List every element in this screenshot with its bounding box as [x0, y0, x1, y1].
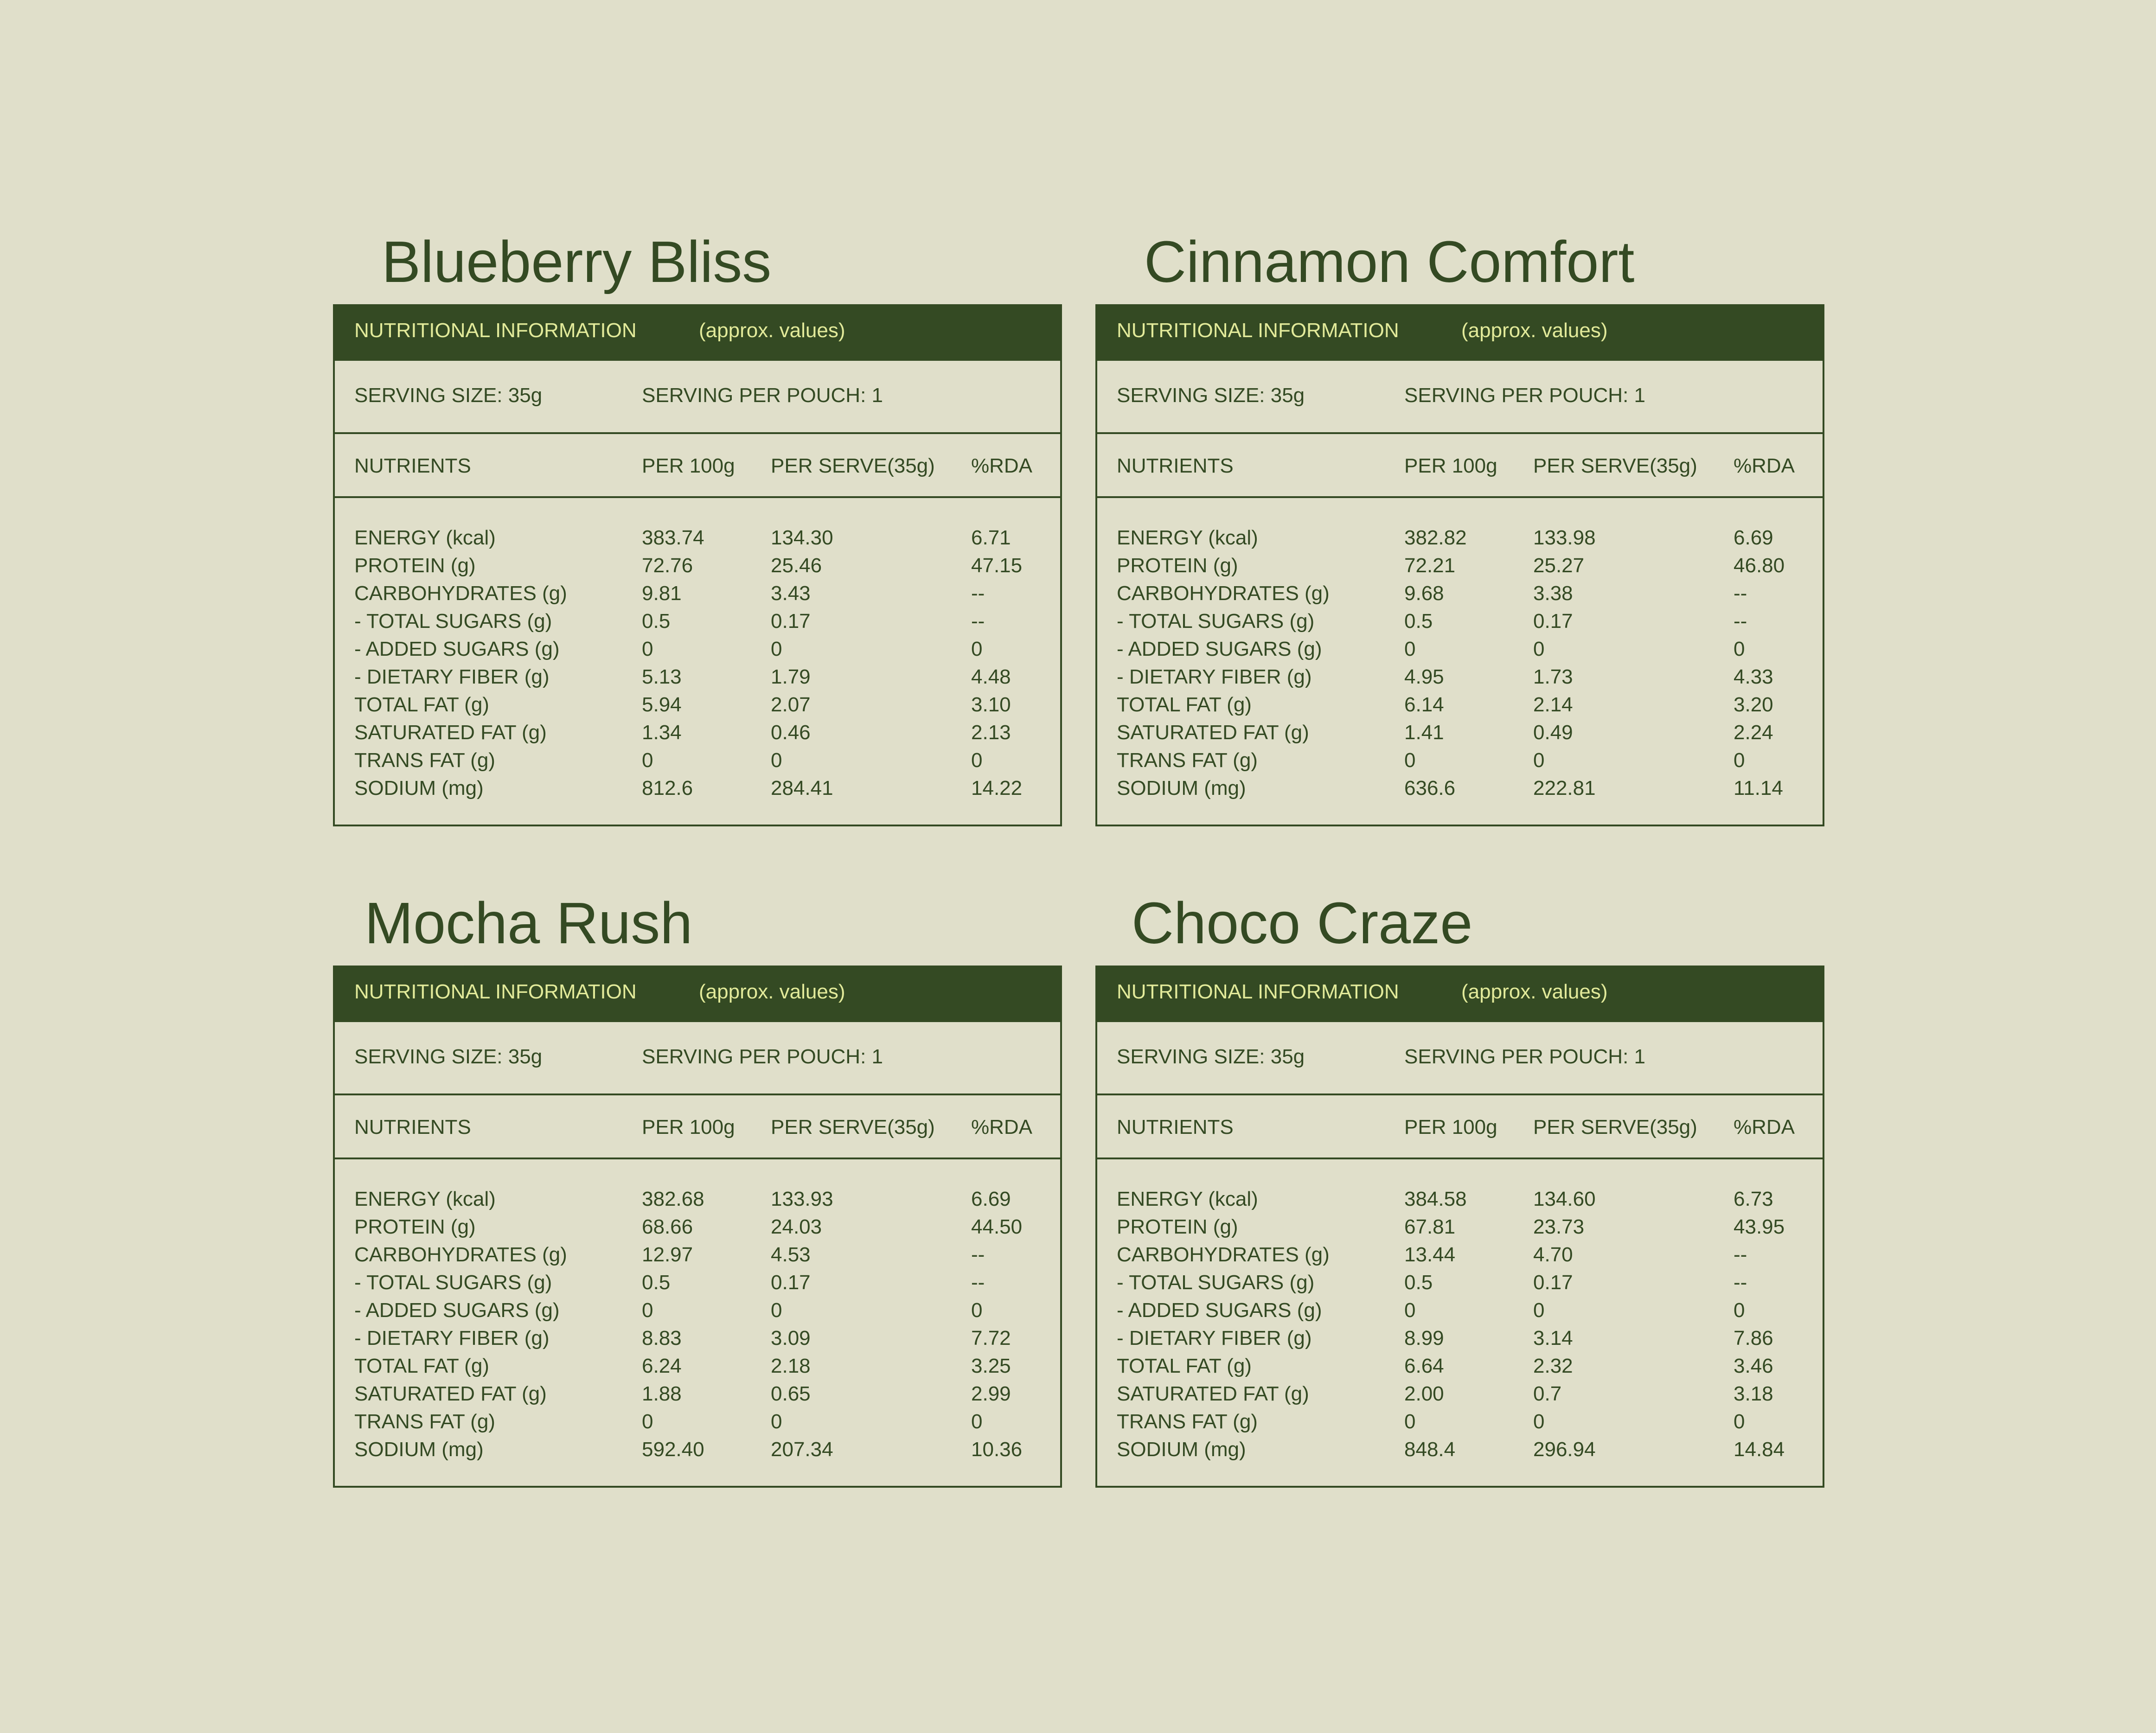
- nutrient-name: - ADDED SUGARS (g): [354, 1299, 560, 1322]
- nutrient-name: TRANS FAT (g): [354, 749, 495, 772]
- table-row: [335, 1324, 1060, 1352]
- per-100g-value: 6.64: [1404, 1355, 1444, 1377]
- column-header-per-serve-35g: PER SERVE(35g): [1533, 1116, 1697, 1138]
- per-serve-value: 23.73: [1533, 1215, 1585, 1238]
- rda-value: 3.46: [1734, 1355, 1773, 1377]
- table-row: [335, 691, 1060, 719]
- panel-header: [335, 306, 1060, 361]
- per-100g-value: 0.5: [1404, 1271, 1433, 1294]
- product-title: Mocha Rush: [365, 890, 693, 956]
- table-row: [335, 747, 1060, 774]
- serving-per-pouch: SERVING PER POUCH: 1: [642, 1045, 883, 1068]
- nutrient-name: - TOTAL SUGARS (g): [1117, 610, 1315, 633]
- per-serve-value: 2.18: [771, 1355, 811, 1377]
- table-row: [1097, 691, 1823, 719]
- nutrient-name: TOTAL FAT (g): [354, 1355, 489, 1377]
- per-serve-value: 2.14: [1533, 693, 1573, 716]
- table-row: [1097, 1352, 1823, 1380]
- nutrient-name: CARBOHYDRATES (g): [1117, 1243, 1330, 1266]
- table-row: [1097, 552, 1823, 580]
- per-serve-value: 0: [1533, 1410, 1545, 1433]
- per-100g-value: 1.88: [642, 1382, 682, 1405]
- table-row: [335, 635, 1060, 663]
- rda-value: 0: [1734, 638, 1745, 660]
- per-serve-value: 0.7: [1533, 1382, 1562, 1405]
- rda-value: --: [971, 1271, 985, 1294]
- rda-value: 7.86: [1734, 1327, 1773, 1349]
- per-100g-value: 0: [642, 638, 653, 660]
- nutrient-name: TOTAL FAT (g): [1117, 1355, 1252, 1377]
- table-row: [335, 1213, 1060, 1241]
- column-header-per-100g: PER 100g: [1404, 1116, 1497, 1138]
- per-serve-value: 0: [1533, 1299, 1545, 1322]
- per-serve-value: 222.81: [1533, 777, 1596, 799]
- column-header-nutrients: NUTRIENTS: [1117, 1116, 1234, 1138]
- table-row: [1097, 608, 1823, 635]
- nutrient-name: CARBOHYDRATES (g): [354, 1243, 567, 1266]
- per-serve-value: 0.65: [771, 1382, 811, 1405]
- nutrient-name: SODIUM (mg): [354, 777, 484, 799]
- rda-value: --: [1734, 610, 1747, 633]
- nutrient-name: TRANS FAT (g): [354, 1410, 495, 1433]
- per-100g-value: 5.94: [642, 693, 682, 716]
- nutrient-name: PROTEIN (g): [1117, 554, 1238, 577]
- nutrition-panel: [333, 304, 1062, 826]
- per-100g-value: 0: [642, 1410, 653, 1433]
- per-serve-value: 0: [771, 1299, 782, 1322]
- per-serve-value: 25.46: [771, 554, 822, 577]
- per-100g-value: 0: [1404, 1410, 1416, 1433]
- product-title: Choco Craze: [1132, 890, 1473, 956]
- nutrient-rows: [335, 498, 1060, 802]
- nutrient-name: SATURATED FAT (g): [354, 1382, 547, 1405]
- panel-header: [1097, 967, 1823, 1022]
- rda-value: 4.33: [1734, 665, 1773, 688]
- column-header-per-serve-35g: PER SERVE(35g): [771, 454, 935, 477]
- header-title: NUTRITIONAL INFORMATION: [354, 319, 637, 342]
- nutrient-name: - DIETARY FIBER (g): [1117, 1327, 1312, 1349]
- rda-value: --: [971, 582, 985, 605]
- column-header-nutrients: NUTRIENTS: [1117, 454, 1234, 477]
- per-serve-value: 0.17: [1533, 610, 1573, 633]
- per-serve-value: 3.38: [1533, 582, 1573, 605]
- per-serve-value: 0.17: [771, 610, 811, 633]
- rda-value: 0: [1734, 1299, 1745, 1322]
- rda-value: --: [1734, 1271, 1747, 1294]
- rda-value: --: [1734, 1243, 1747, 1266]
- per-100g-value: 812.6: [642, 777, 693, 799]
- nutrient-name: SATURATED FAT (g): [354, 721, 547, 744]
- table-row: [1097, 635, 1823, 663]
- rda-value: --: [971, 610, 985, 633]
- table-row: [1097, 1269, 1823, 1297]
- table-row: [1097, 719, 1823, 747]
- table-row: [335, 1436, 1060, 1464]
- product-title: Cinnamon Comfort: [1144, 229, 1635, 294]
- per-100g-value: 636.6: [1404, 777, 1456, 799]
- column-header-per-serve-35g: PER SERVE(35g): [771, 1116, 935, 1138]
- table-row: [335, 552, 1060, 580]
- header-subtitle: (approx. values): [1461, 980, 1608, 1003]
- per-100g-value: 0.5: [642, 1271, 671, 1294]
- per-serve-value: 133.98: [1533, 526, 1596, 549]
- serving-info: [1097, 1022, 1823, 1095]
- serving-info: [335, 1022, 1060, 1095]
- rda-value: 6.69: [971, 1188, 1011, 1210]
- header-title: NUTRITIONAL INFORMATION: [1117, 980, 1399, 1003]
- serving-size: SERVING SIZE: 35g: [354, 384, 543, 407]
- rda-value: 2.13: [971, 721, 1011, 744]
- nutrient-name: TOTAL FAT (g): [354, 693, 489, 716]
- serving-size: SERVING SIZE: 35g: [354, 1045, 543, 1068]
- per-100g-value: 848.4: [1404, 1438, 1456, 1461]
- table-row: [335, 1380, 1060, 1408]
- per-serve-value: 4.70: [1533, 1243, 1573, 1266]
- nutrient-name: SODIUM (mg): [1117, 777, 1246, 799]
- per-100g-value: 0.5: [642, 610, 671, 633]
- rda-value: 4.48: [971, 665, 1011, 688]
- per-100g-value: 2.00: [1404, 1382, 1444, 1405]
- per-100g-value: 0: [1404, 1299, 1416, 1322]
- nutrition-panel: [333, 966, 1062, 1488]
- nutrient-name: - ADDED SUGARS (g): [354, 638, 560, 660]
- per-100g-value: 72.76: [642, 554, 693, 577]
- per-100g-value: 0: [1404, 749, 1416, 772]
- per-serve-value: 134.60: [1533, 1188, 1596, 1210]
- per-serve-value: 3.43: [771, 582, 811, 605]
- nutrient-name: ENERGY (kcal): [354, 1188, 496, 1210]
- table-row: [1097, 1297, 1823, 1324]
- nutrient-name: - ADDED SUGARS (g): [1117, 1299, 1322, 1322]
- rda-value: 7.72: [971, 1327, 1011, 1349]
- per-100g-value: 0: [642, 1299, 653, 1322]
- per-serve-value: 1.73: [1533, 665, 1573, 688]
- per-serve-value: 2.07: [771, 693, 811, 716]
- table-row: [1097, 1241, 1823, 1269]
- per-serve-value: 0.17: [771, 1271, 811, 1294]
- per-serve-value: 284.41: [771, 777, 833, 799]
- table-row: [335, 1297, 1060, 1324]
- serving-info: [1097, 361, 1823, 434]
- header-subtitle: (approx. values): [699, 980, 845, 1003]
- nutrient-name: - DIETARY FIBER (g): [1117, 665, 1312, 688]
- per-serve-value: 134.30: [771, 526, 833, 549]
- serving-per-pouch: SERVING PER POUCH: 1: [1404, 384, 1645, 407]
- rda-value: 10.36: [971, 1438, 1023, 1461]
- column-header-nutrients: NUTRIENTS: [354, 454, 471, 477]
- nutrition-panel: [1095, 304, 1824, 826]
- per-serve-value: 0.46: [771, 721, 811, 744]
- nutrient-name: CARBOHYDRATES (g): [354, 582, 567, 605]
- panel-header: [1097, 306, 1823, 361]
- rda-value: 3.10: [971, 693, 1011, 716]
- rda-value: 14.22: [971, 777, 1023, 799]
- column-headers: [335, 1095, 1060, 1159]
- per-serve-value: 0: [771, 749, 782, 772]
- table-row: [335, 1269, 1060, 1297]
- nutrient-name: TRANS FAT (g): [1117, 749, 1258, 772]
- rda-value: --: [1734, 582, 1747, 605]
- per-100g-value: 382.82: [1404, 526, 1467, 549]
- column-header-rda: %RDA: [1734, 454, 1795, 477]
- table-row: [335, 524, 1060, 552]
- column-headers: [1097, 434, 1823, 498]
- rda-value: 0: [971, 1299, 983, 1322]
- column-header-per-100g: PER 100g: [1404, 454, 1497, 477]
- per-serve-value: 25.27: [1533, 554, 1585, 577]
- table-row: [1097, 524, 1823, 552]
- header-subtitle: (approx. values): [699, 319, 845, 342]
- per-serve-value: 3.14: [1533, 1327, 1573, 1349]
- per-serve-value: 207.34: [771, 1438, 833, 1461]
- table-row: [335, 774, 1060, 802]
- table-row: [1097, 1324, 1823, 1352]
- serving-size: SERVING SIZE: 35g: [1117, 1045, 1305, 1068]
- panel-header: [335, 967, 1060, 1022]
- per-serve-value: 0: [1533, 749, 1545, 772]
- per-100g-value: 5.13: [642, 665, 682, 688]
- per-100g-value: 6.24: [642, 1355, 682, 1377]
- column-header-per-serve-35g: PER SERVE(35g): [1533, 454, 1697, 477]
- nutrient-name: - DIETARY FIBER (g): [354, 665, 550, 688]
- table-row: [1097, 1436, 1823, 1464]
- nutrient-name: TOTAL FAT (g): [1117, 693, 1252, 716]
- per-100g-value: 0.5: [1404, 610, 1433, 633]
- table-row: [1097, 747, 1823, 774]
- rda-value: 47.15: [971, 554, 1023, 577]
- nutrient-name: SATURATED FAT (g): [1117, 721, 1309, 744]
- header-subtitle: (approx. values): [1461, 319, 1608, 342]
- per-100g-value: 0: [642, 749, 653, 772]
- table-row: [1097, 1185, 1823, 1213]
- nutrient-name: SODIUM (mg): [354, 1438, 484, 1461]
- rda-value: --: [971, 1243, 985, 1266]
- per-100g-value: 6.14: [1404, 693, 1444, 716]
- column-header-rda: %RDA: [971, 454, 1033, 477]
- per-100g-value: 384.58: [1404, 1188, 1467, 1210]
- serving-per-pouch: SERVING PER POUCH: 1: [1404, 1045, 1645, 1068]
- per-serve-value: 24.03: [771, 1215, 822, 1238]
- rda-value: 6.71: [971, 526, 1011, 549]
- per-100g-value: 8.83: [642, 1327, 682, 1349]
- header-title: NUTRITIONAL INFORMATION: [1117, 319, 1399, 342]
- header-title: NUTRITIONAL INFORMATION: [354, 980, 637, 1003]
- rda-value: 14.84: [1734, 1438, 1785, 1461]
- nutrient-rows: [335, 1159, 1060, 1464]
- per-100g-value: 8.99: [1404, 1327, 1444, 1349]
- nutrient-rows: [1097, 1159, 1823, 1464]
- rda-value: 2.99: [971, 1382, 1011, 1405]
- per-serve-value: 3.09: [771, 1327, 811, 1349]
- nutrient-name: - TOTAL SUGARS (g): [1117, 1271, 1315, 1294]
- rda-value: 0: [971, 638, 983, 660]
- nutrient-name: TRANS FAT (g): [1117, 1410, 1258, 1433]
- nutrient-name: - ADDED SUGARS (g): [1117, 638, 1322, 660]
- column-header-per-100g: PER 100g: [642, 454, 735, 477]
- per-100g-value: 72.21: [1404, 554, 1456, 577]
- serving-size: SERVING SIZE: 35g: [1117, 384, 1305, 407]
- per-100g-value: 12.97: [642, 1243, 693, 1266]
- rda-value: 6.69: [1734, 526, 1773, 549]
- per-100g-value: 13.44: [1404, 1243, 1456, 1266]
- rda-value: 0: [971, 1410, 983, 1433]
- per-100g-value: 0: [1404, 638, 1416, 660]
- per-100g-value: 9.68: [1404, 582, 1444, 605]
- table-row: [335, 719, 1060, 747]
- per-100g-value: 4.95: [1404, 665, 1444, 688]
- table-row: [335, 580, 1060, 608]
- rda-value: 2.24: [1734, 721, 1773, 744]
- rda-value: 0: [971, 749, 983, 772]
- per-100g-value: 383.74: [642, 526, 704, 549]
- table-row: [1097, 774, 1823, 802]
- column-headers: [335, 434, 1060, 498]
- rda-value: 46.80: [1734, 554, 1785, 577]
- rda-value: 44.50: [971, 1215, 1023, 1238]
- per-serve-value: 0: [771, 1410, 782, 1433]
- per-100g-value: 382.68: [642, 1188, 704, 1210]
- serving-info: [335, 361, 1060, 434]
- nutrient-name: PROTEIN (g): [1117, 1215, 1238, 1238]
- per-serve-value: 296.94: [1533, 1438, 1596, 1461]
- serving-per-pouch: SERVING PER POUCH: 1: [642, 384, 883, 407]
- column-header-per-100g: PER 100g: [642, 1116, 735, 1138]
- per-100g-value: 592.40: [642, 1438, 704, 1461]
- nutrient-name: SODIUM (mg): [1117, 1438, 1246, 1461]
- per-serve-value: 0.17: [1533, 1271, 1573, 1294]
- per-serve-value: 2.32: [1533, 1355, 1573, 1377]
- per-100g-value: 67.81: [1404, 1215, 1456, 1238]
- nutrient-name: - DIETARY FIBER (g): [354, 1327, 550, 1349]
- nutrient-name: ENERGY (kcal): [1117, 526, 1258, 549]
- table-row: [335, 1408, 1060, 1436]
- column-headers: [1097, 1095, 1823, 1159]
- per-100g-value: 1.34: [642, 721, 682, 744]
- nutrient-name: ENERGY (kcal): [354, 526, 496, 549]
- per-serve-value: 1.79: [771, 665, 811, 688]
- rda-value: 3.25: [971, 1355, 1011, 1377]
- table-row: [1097, 1408, 1823, 1436]
- table-row: [335, 1352, 1060, 1380]
- table-row: [1097, 1380, 1823, 1408]
- nutrient-name: - TOTAL SUGARS (g): [354, 610, 552, 633]
- per-serve-value: 4.53: [771, 1243, 811, 1266]
- column-header-rda: %RDA: [971, 1116, 1033, 1138]
- per-serve-value: 133.93: [771, 1188, 833, 1210]
- nutrient-name: ENERGY (kcal): [1117, 1188, 1258, 1210]
- table-row: [335, 663, 1060, 691]
- nutrient-name: SATURATED FAT (g): [1117, 1382, 1309, 1405]
- table-row: [335, 608, 1060, 635]
- nutrition-panel: [1095, 966, 1824, 1488]
- rda-value: 0: [1734, 1410, 1745, 1433]
- per-100g-value: 1.41: [1404, 721, 1444, 744]
- per-100g-value: 68.66: [642, 1215, 693, 1238]
- rda-value: 3.20: [1734, 693, 1773, 716]
- product-title: Blueberry Bliss: [382, 229, 772, 294]
- per-100g-value: 9.81: [642, 582, 682, 605]
- nutrient-name: PROTEIN (g): [354, 1215, 476, 1238]
- nutrient-name: PROTEIN (g): [354, 554, 476, 577]
- rda-value: 0: [1734, 749, 1745, 772]
- table-row: [335, 1185, 1060, 1213]
- rda-value: 43.95: [1734, 1215, 1785, 1238]
- table-row: [335, 1241, 1060, 1269]
- table-row: [1097, 1213, 1823, 1241]
- rda-value: 6.73: [1734, 1188, 1773, 1210]
- per-serve-value: 0: [771, 638, 782, 660]
- nutrient-name: - TOTAL SUGARS (g): [354, 1271, 552, 1294]
- per-serve-value: 0: [1533, 638, 1545, 660]
- rda-value: 3.18: [1734, 1382, 1773, 1405]
- nutrient-rows: [1097, 498, 1823, 802]
- nutrient-name: CARBOHYDRATES (g): [1117, 582, 1330, 605]
- column-header-rda: %RDA: [1734, 1116, 1795, 1138]
- table-row: [1097, 663, 1823, 691]
- table-row: [1097, 580, 1823, 608]
- column-header-nutrients: NUTRIENTS: [354, 1116, 471, 1138]
- per-serve-value: 0.49: [1533, 721, 1573, 744]
- rda-value: 11.14: [1734, 777, 1783, 799]
